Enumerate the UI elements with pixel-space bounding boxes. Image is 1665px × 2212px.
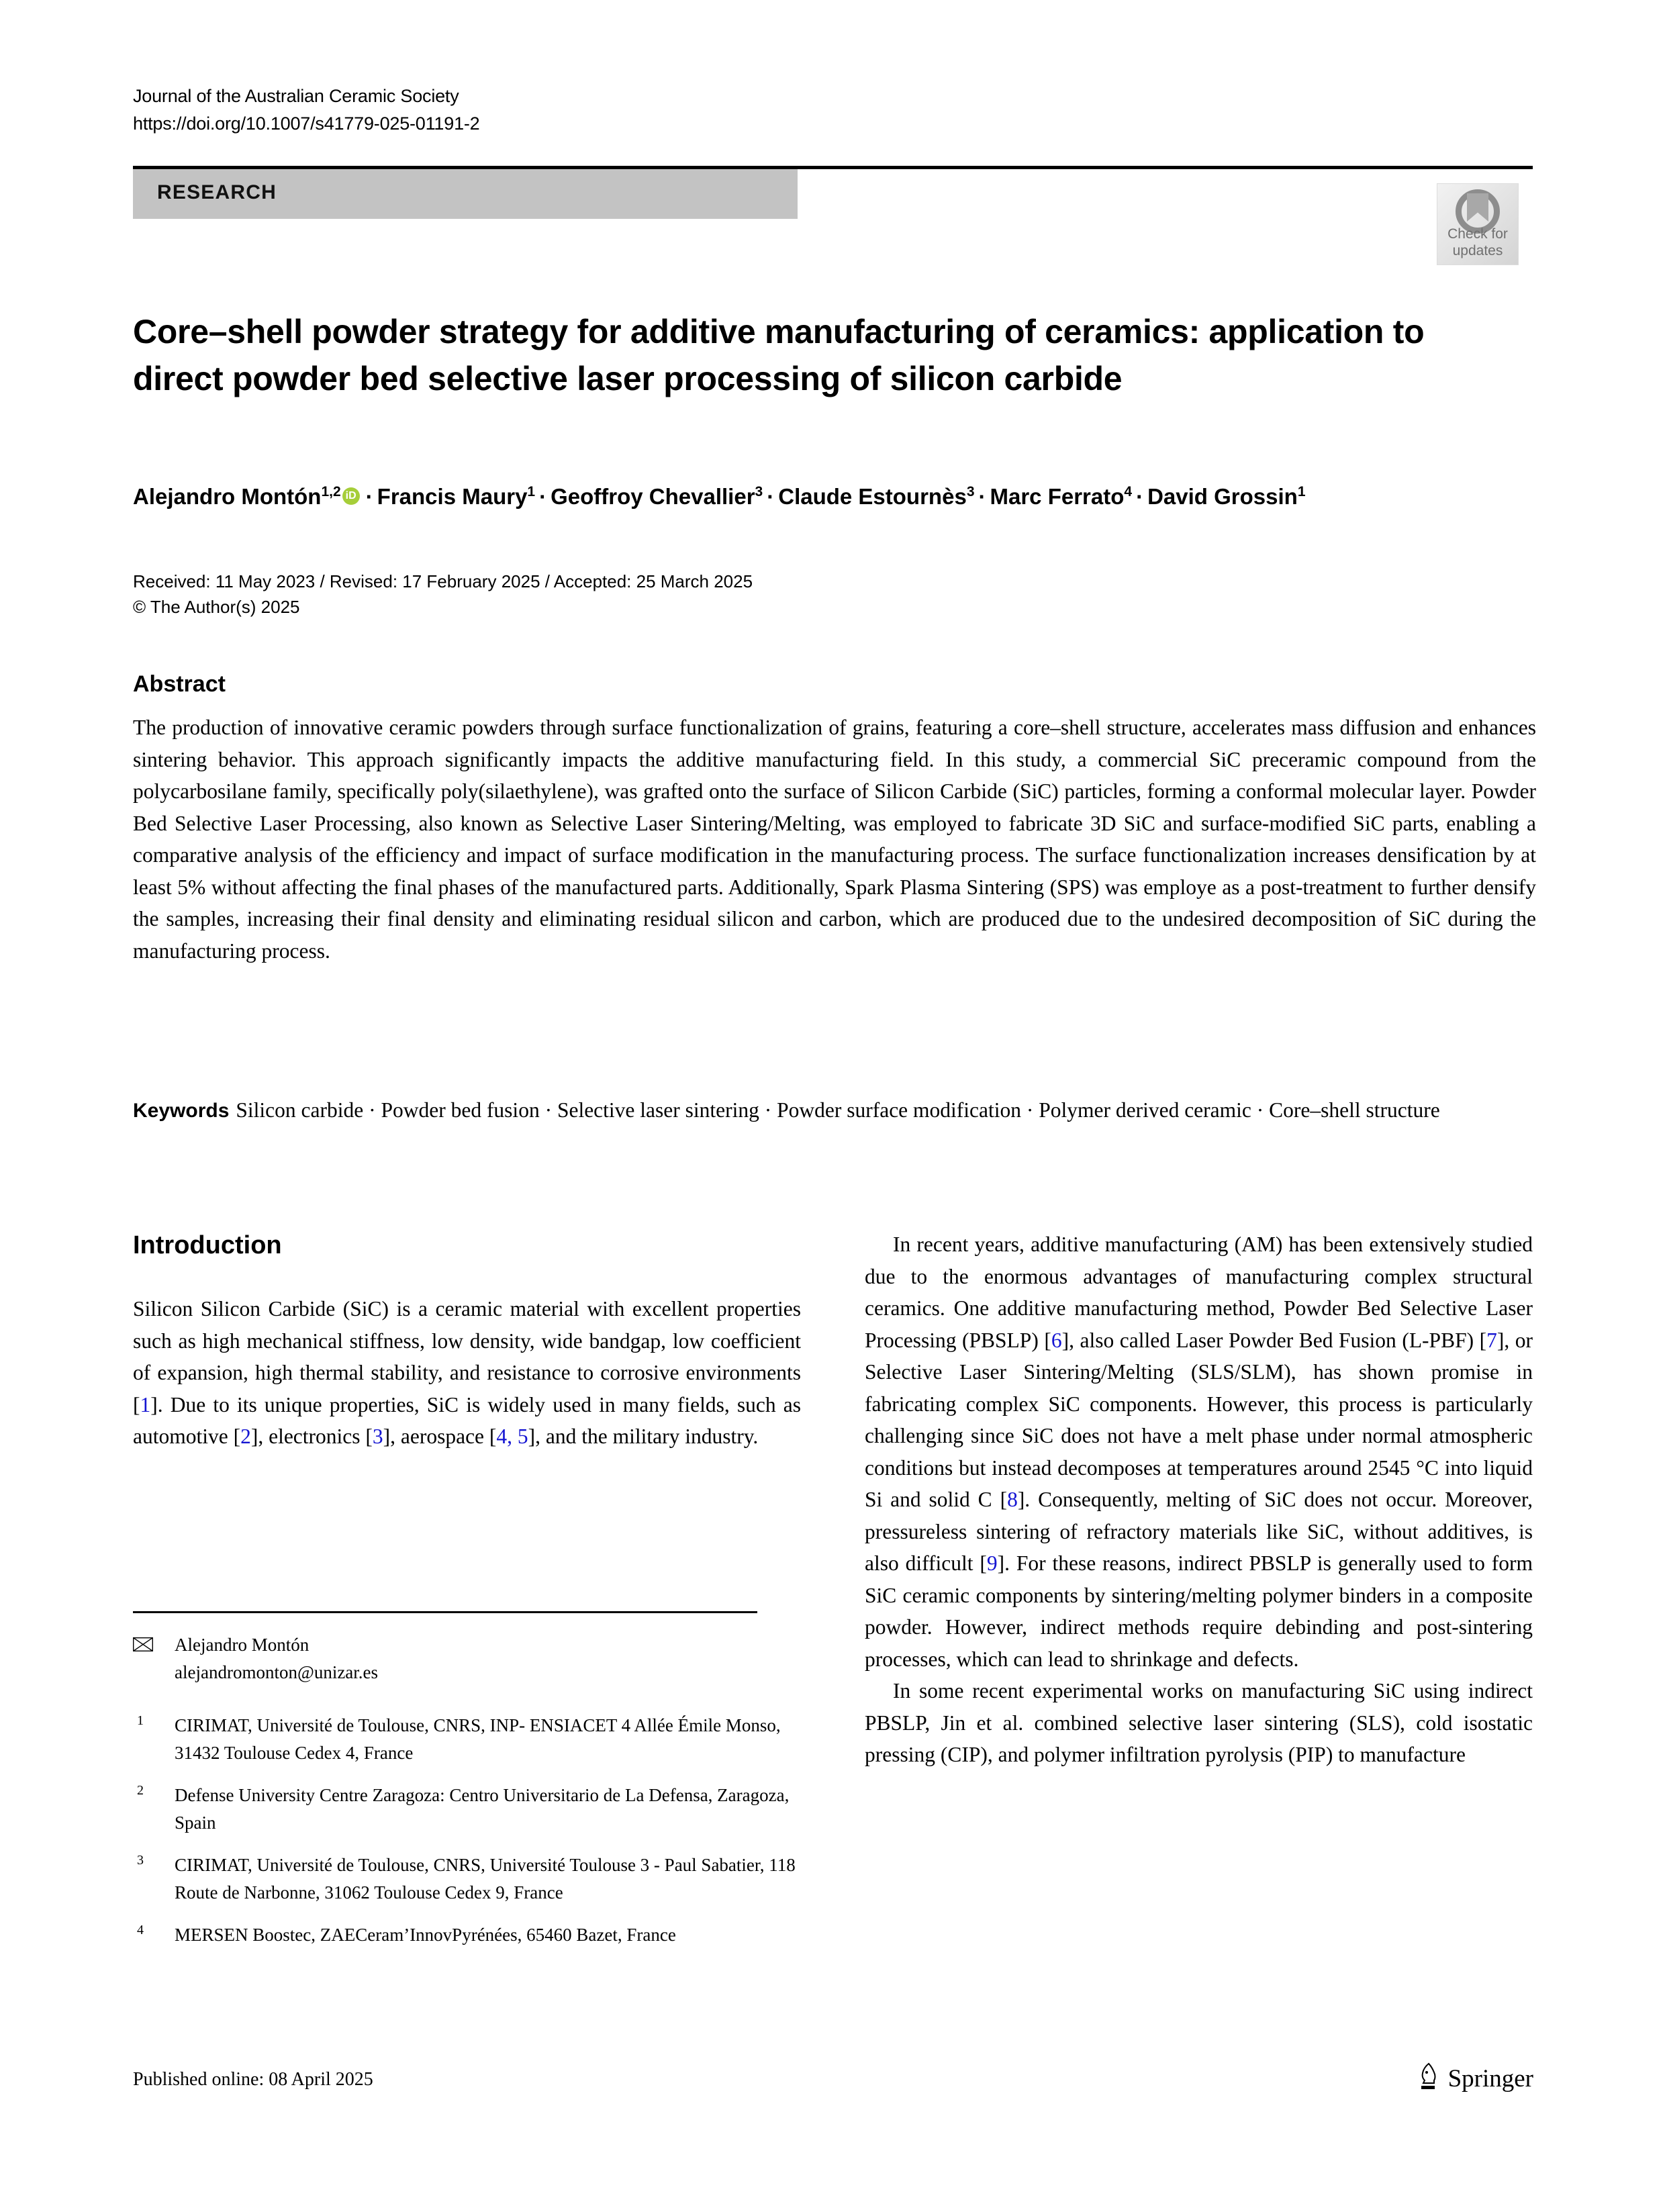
- affiliation-item: [133, 1921, 801, 1949]
- corresponding-author-block: [133, 1631, 801, 1686]
- copyright-line: © The Author(s) 2025: [133, 597, 300, 617]
- publisher-name: Springer: [1447, 2065, 1533, 2093]
- author-list: [133, 481, 1536, 512]
- corresponding-author-email[interactable]: alejandromonton@unizar.es: [175, 1662, 379, 1682]
- footnote-separator: [133, 1611, 757, 1613]
- affiliation-item: [133, 1852, 801, 1907]
- author-separator: ·: [978, 484, 986, 509]
- author-name: Francis Maury: [377, 484, 528, 509]
- keyword-item[interactable]: Core–shell structure: [1269, 1098, 1440, 1122]
- column-right: [865, 1229, 1533, 1771]
- body-text: ]. For these reasons, indirect PBSLP is generally used to form SiC ceramic components by sintering/melting polymer binders in a composite powder. However, indirect methods require debinding and post-sintering processes, which can lead to shrinkage and defects.: [865, 1551, 1533, 1671]
- keyword-item[interactable]: Powder surface modification: [777, 1098, 1021, 1122]
- citation-link[interactable]: 3: [372, 1425, 383, 1448]
- author-affiliation-marker: 1,2: [321, 484, 341, 499]
- keyword-item[interactable]: Powder bed fusion: [381, 1098, 540, 1122]
- publication-dates: [133, 569, 1140, 620]
- author-name: David Grossin: [1147, 484, 1298, 509]
- body-text: ], also called Laser Powder Bed Fusion (L-PBF) [: [1061, 1328, 1487, 1352]
- body-text: ], aerospace [: [383, 1425, 497, 1448]
- author-affiliation-marker: 3: [755, 484, 763, 499]
- citation-link[interactable]: 1: [140, 1392, 151, 1416]
- body-text: Silicon Silicon Carbide (SiC) is a ceramic material with excellent properties such as high mechanical stiffness, low density, wide bandgap, low coefficient of expansion, high thermal stability, and resistance to corrosive environments [: [133, 1297, 801, 1416]
- doi-link[interactable]: https://doi.org/10.1007/s41779-025-01191-2: [133, 113, 480, 134]
- affiliation-number: 2: [137, 1783, 144, 1798]
- author-separator: ·: [767, 484, 775, 509]
- envelope-icon: [133, 1637, 153, 1651]
- corresponding-author-name: Alejandro Montón: [175, 1635, 310, 1655]
- keyword-item[interactable]: Selective laser sintering: [557, 1098, 759, 1122]
- author-name: Marc Ferrato: [990, 484, 1125, 509]
- crossmark-line1: Check for: [1447, 226, 1508, 242]
- introduction-right-body: [865, 1229, 1533, 1771]
- publisher-logo: [1417, 2062, 1533, 2095]
- affiliation-text: Defense University Centre Zaragoza: Centro Universitario de La Defensa, Zaragoza, Spain: [175, 1785, 790, 1833]
- page-title: Core–shell powder strategy for additive manufacturing of ceramics: application to direct powder bed selective laser processing of silicon carbide: [133, 312, 1425, 397]
- author-affiliation-marker: 1: [1297, 484, 1306, 499]
- author-name: Claude Estournès: [778, 484, 967, 509]
- abstract-heading: Abstract: [133, 671, 226, 697]
- citation-link[interactable]: 4, 5: [496, 1425, 528, 1448]
- citation-link[interactable]: 6: [1051, 1328, 1062, 1352]
- journal-header: [133, 83, 1073, 138]
- author-separator: ·: [365, 484, 373, 509]
- keyword-item[interactable]: Silicon carbide: [236, 1098, 364, 1122]
- affiliation-text: MERSEN Boostec, ZAECeram’InnovPyrénées, 65460 Bazet, France: [175, 1925, 676, 1945]
- body-text: ], and the military industry.: [528, 1425, 759, 1448]
- keyword-separator: ·: [1251, 1098, 1270, 1122]
- body-paragraph: [865, 1229, 1533, 1675]
- author-separator: ·: [539, 484, 547, 509]
- body-paragraph: [865, 1675, 1533, 1771]
- author-affiliation-marker: 1: [527, 484, 536, 499]
- keywords-label: Keywords: [133, 1100, 230, 1122]
- citation-link[interactable]: 2: [240, 1425, 251, 1448]
- body-text: ], electronics [: [250, 1425, 373, 1448]
- affiliation-number: 1: [137, 1713, 144, 1728]
- citation-link[interactable]: 7: [1486, 1328, 1497, 1352]
- article-history: Received: 11 May 2023 / Revised: 17 February 2025 / Accepted: 25 March 2025: [133, 571, 753, 591]
- affiliation-number: 4: [137, 1923, 144, 1937]
- body-paragraph: [133, 1293, 801, 1453]
- crossmark-line2: updates: [1452, 243, 1503, 258]
- column-left: [133, 1229, 801, 1453]
- affiliation-list: [133, 1712, 801, 1964]
- affiliation-text: CIRIMAT, Université de Toulouse, CNRS, Université Toulouse 3 - Paul Sabatier, 118 Route de Narbonne, 31062 Toulouse Cedex 9, France: [175, 1855, 796, 1903]
- body-text: In some recent experimental works on manufacturing SiC using indirect PBSLP, Jin et al. combined selective laser sintering (SLS), cold isostatic pressing (CIP), and polymer infiltration pyrolysis (PIP) to manufacture: [865, 1679, 1533, 1766]
- affiliation-text: CIRIMAT, Université de Toulouse, CNRS, INP- ENSIACET 4 Allée Émile Monso, 31432 Toulouse Cedex 4, France: [175, 1715, 781, 1763]
- body-text: In recent years, additive manufacturing (AM) has been extensively studied due to the enormous advantages of manufacturing complex structural ceramics. One additive manufacturing method, Powder Bed Selective Laser Processing (PBSLP) [: [865, 1233, 1533, 1352]
- author-affiliation-marker: 4: [1124, 484, 1133, 499]
- keywords-block: [133, 1094, 1536, 1127]
- author-separator: ·: [1136, 484, 1144, 509]
- crossmark-badge[interactable]: [1437, 183, 1519, 265]
- keyword-item[interactable]: Polymer derived ceramic: [1039, 1098, 1251, 1122]
- affiliation-item: [133, 1782, 801, 1837]
- article-type-banner: [133, 169, 798, 219]
- affiliation-number: 3: [137, 1853, 144, 1868]
- article-type-label: RESEARCH: [157, 181, 277, 203]
- abstract-text: The production of innovative ceramic powders through surface functionalization of grains, featuring a core–shell structure, accelerates mass diffusion and enhances sintering behavior. This approach significantly impacts the additive manufacturing field. In this study, a commercial SiC preceramic compound from the polycarbosilane family, specifically poly(silaethylene), was grafted onto the surface of Silicon Carbide (SiC) particles, forming a conformal molecular layer. Powder Bed Selective Laser Processing, also known as Selective Laser Sintering/Melting, was employed to fabricate 3D SiC and surface-modified SiC parts, enabling a comparative analysis of the efficiency and impact of surface modification in the manufacturing process. The surface functionalization increases densification by at least 5% without affecting the final phases of the manufactured parts. Additionally, Spark Plasma Sintering (SPS) was employe as a post-treatment to further densify the samples, increasing their final density and eliminating residual silicon and carbon, which are produced due to the undesired decomposition of SiC during the manufacturing process.: [133, 716, 1536, 963]
- author-affiliation-marker: 3: [966, 484, 975, 499]
- citation-link[interactable]: 8: [1007, 1488, 1018, 1511]
- author-name: Alejandro Montón: [133, 484, 322, 509]
- body-text: ]. Due to its unique properties, SiC is widely used in many fields, such as automotive [: [133, 1392, 801, 1448]
- keywords-values: [236, 1098, 1439, 1122]
- body-text: ], or Selective Laser Sintering/Melting (SLS/SLM), has shown promise in fabricating complex SiC components. However, this process is particularly challenging since SiC does not have a melt phase under normal atmospheric conditions but instead decomposes at temperatures around 2545 °C into liquid Si and solid C [: [865, 1328, 1533, 1511]
- orcid-icon[interactable]: iD: [342, 487, 360, 505]
- published-online: Published online: 08 April 2025: [133, 2069, 373, 2090]
- keyword-separator: ·: [1021, 1098, 1039, 1122]
- body-text: ]. Consequently, melting of SiC does not occur. Moreover, pressureless sintering of refractory materials like SiC, without additives, is also difficult [: [865, 1488, 1533, 1575]
- keyword-separator: ·: [539, 1098, 557, 1122]
- crossmark-label: [1437, 226, 1518, 259]
- author-name: Geoffroy Chevallier: [551, 484, 755, 509]
- introduction-left-body: [133, 1293, 801, 1453]
- keyword-separator: ·: [363, 1098, 381, 1122]
- keyword-separator: ·: [759, 1098, 777, 1122]
- springer-knight-icon: [1417, 2062, 1440, 2095]
- journal-name: Journal of the Australian Ceramic Society: [133, 86, 459, 106]
- affiliation-item: [133, 1712, 801, 1767]
- section-heading-introduction: Introduction: [133, 1231, 282, 1259]
- citation-link[interactable]: 9: [986, 1551, 998, 1575]
